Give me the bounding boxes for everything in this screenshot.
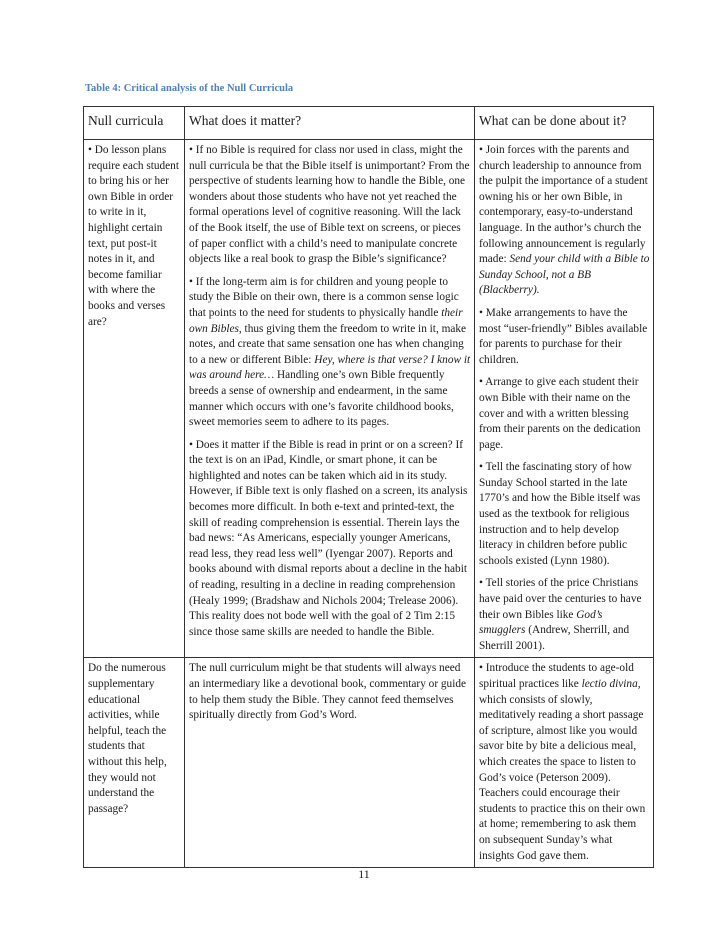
row1-question-cell: • Do lesson plans require each student to bring his or her own Bible in order to write in it, highlight certain text, put post-it notes in it, and become familiar with where the books and verses are? xyxy=(84,140,185,658)
table-caption: Table 4: Critical analysis of the Null Curricula xyxy=(85,83,294,94)
page-number: 11 xyxy=(358,867,370,881)
row1-action-cell xyxy=(475,140,654,658)
row1-action-para-2: • Make arrangements to have the most “user-friendly” Bibles available for parents to purchase for their children. xyxy=(479,306,648,366)
header-null-curricula: Null curricula xyxy=(84,107,185,140)
italic-span: Send your child with a Bible to Sunday School, not a BB (Blackberry). xyxy=(479,253,650,297)
row1-matter-para-1: • If no Bible is required for class nor used in class, might the null curricula be that the Bible itself is unimportant? From the perspective of students learning how to handle the Bible, one wonders about those students who have not yet reached the formal operations level of cognitive reasoning. Will the lack of the Book itself, the use of Bible text on screens, or pieces of paper conflict with a child’s need to manipulate concrete objects like a real book to grasp the Bible’s significance? xyxy=(189,144,470,266)
row1-action-para-4: • Tell the fascinating story of how Sunday School started in the late 1770’s and how the Bible itself was used as the textbook for religious instruction and to help develop literacy in children before public schools existed (Lynn 1980). xyxy=(479,461,641,567)
italic-span: God’s smugglers xyxy=(479,608,603,637)
table-header-row xyxy=(84,107,654,140)
row1-matter-para-3: • Does it matter if the Bible is read in print or on a screen? If the text is on an iPad, Kindle, or smart phone, it can be highlighted and notes can be taken which aid in its study. However, if Bible text is only flashed on a screen, its analysis becomes more difficult. In both e-text and printed-text, the skill of reading comprehension is essential. Therein lays the bad news: “As Americans, especially younger Americans, read less, they read less well” (Iyengar 2007). Reports and books abound with dismal reports about a decline in the habit of reading, resulting in a decline in reading comprehension (Healy 1999; (Bradshaw and Nichols 2004; Trelease 2006). This reality does not bode well with the goal of 2 Tim 2:15 since those same skills are needed to handle the Bible. xyxy=(189,438,468,638)
row1-matter-para-2 xyxy=(189,275,471,431)
text-span: (Andrew, Sherrill, and Sherrill 2001). xyxy=(479,624,630,652)
text-span: • If the long-term aim is for children and young people to study the Bible on their own, there is a common sense logic that points to the need for students to physically handle xyxy=(189,275,459,319)
null-curricula-table xyxy=(83,106,654,868)
row2-question-cell: Do the numerous supplementary educational activities, while helpful, teach the students that without this help, they would not understand the passage? xyxy=(84,658,185,868)
row1-action-para-3: • Arrange to give each student their own Bible with their name on the cover and with a written blessing from their parents on the dedication page. xyxy=(479,376,641,451)
row1-action-para-1 xyxy=(479,143,650,299)
italic-span: their own Bibles xyxy=(189,306,463,335)
text-span: • Join forces with the parents and church leadership to announce from the pulpit the importance of a student owning his or her own Bible, in contemporary, easy-to-understand language. In the author’s church the following announcement is regularly made: xyxy=(479,144,648,266)
row2-action-cell xyxy=(475,658,654,868)
text-span: , thus giving them the freedom to write in it, make notes, and create that same sensation one has when changing to a new or different Bible: xyxy=(189,322,467,366)
text-span: • Tell stories of the price Christians have paid over the centuries to have their own Bibles like xyxy=(479,577,642,621)
table-row xyxy=(84,658,654,868)
row1-matter-cell xyxy=(185,140,475,658)
table-row xyxy=(84,140,654,658)
text-span: • Introduce the students to age-old spiritual practices like xyxy=(479,662,634,690)
italic-span: Hey, where is that verse? I know it was around here… xyxy=(189,353,471,382)
text-span: Handling one’s own Bible frequently breeds a sense of ownership and endearment, in the same manner which occurs with one’s favorite childhood books, sweet memories seem to adhere to its pages. xyxy=(189,369,454,429)
row1-action-para-5 xyxy=(479,576,650,654)
row2-matter-cell: The null curriculum might be that students will always need an intermediary like a devotional book, commentary or guide to help them study the Bible. They cannot feed themselves spiritually directly from God’s Word. xyxy=(185,658,475,868)
header-what-can-be-done: What can be done about it? xyxy=(475,107,654,140)
header-what-does-it-matter: What does it matter? xyxy=(185,107,475,140)
text-span: which consists of slowly, meditatively reading a short passage of scripture, almost like you would savor bite by bite a delicious meal, which creates the space to listen to God’s voice (Peterson 2009). Teachers could encourage their students to practice this on their own at home; remembering to ask them on subsequent Sunday’s what insights God gave them. xyxy=(479,693,646,862)
italic-span: lectio divina, xyxy=(581,678,641,690)
